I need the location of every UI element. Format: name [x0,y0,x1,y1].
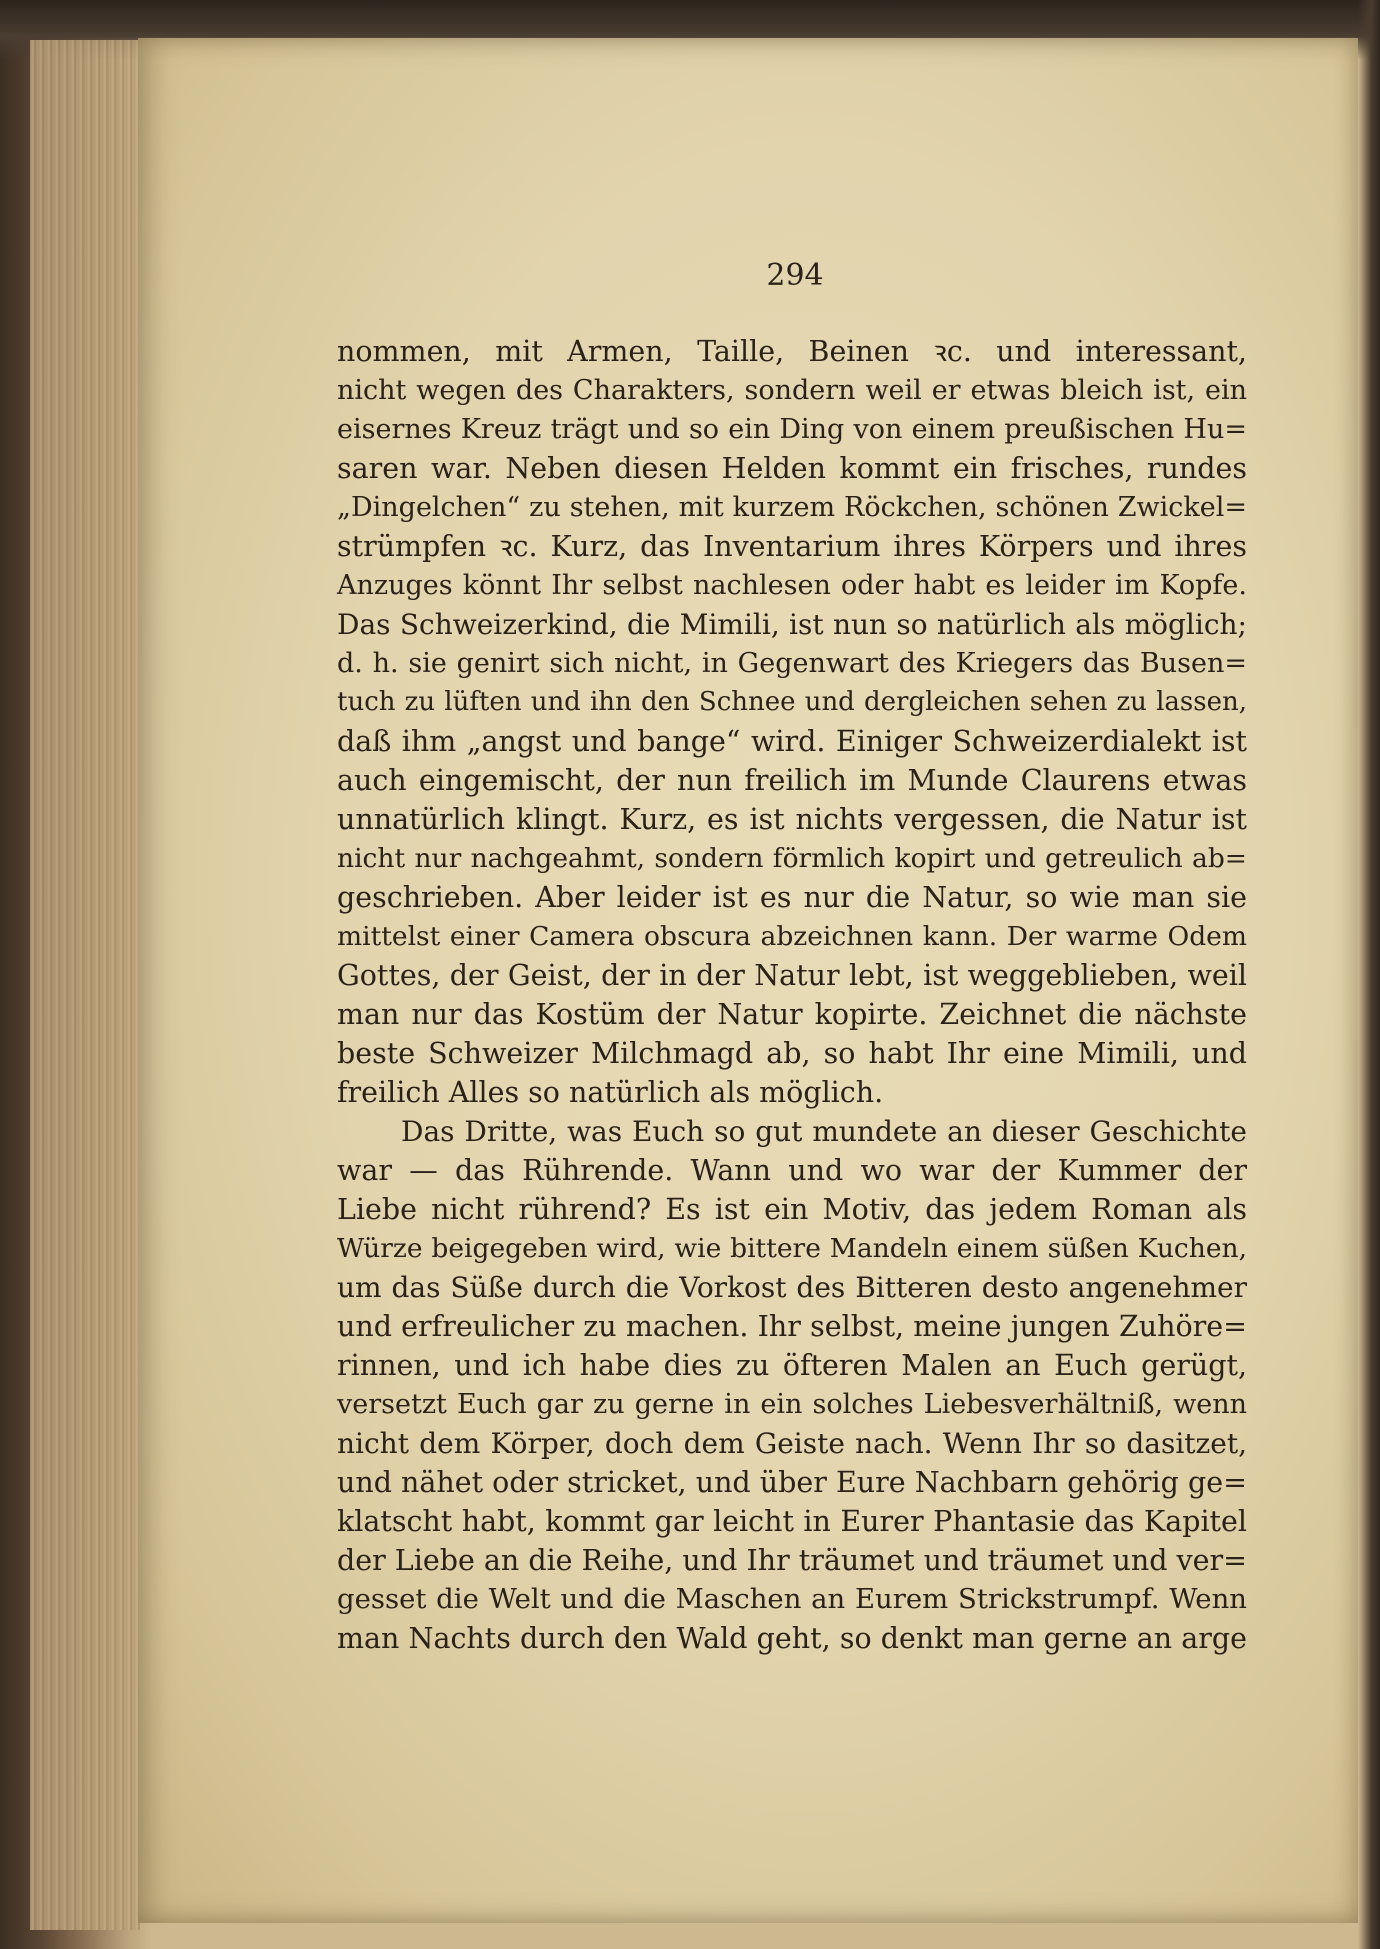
body-text [337,332,1247,1658]
text-line: mittelst einer Camera obscura abzeichnen kann. Der warme Odem [337,921,1247,952]
text-line: versetzt Euch gar zu gerne in ein solches Liebesverhältniß, wenn [337,1389,1247,1420]
text-line: eisernes Kreuz trägt und so ein Ding von einem preußischen Hu= [337,414,1247,445]
text-line: nommen, mit Armen, Taille, Beinen ꝛc. und interessant, [337,335,1247,368]
text-line: Liebe nicht rührend? Es ist ein Motiv, das jedem Roman als [337,1193,1247,1226]
text-line: Das Dritte, was Euch so gut mundete an dieser Geschichte [401,1115,1247,1148]
text-line: nicht dem Körper, doch dem Geiste nach. Wenn Ihr so dasitzet, [337,1427,1247,1460]
text-line: gesset die Welt und die Maschen an Eurem Strickstrumpf. Wenn [337,1583,1247,1615]
page-number: 294 [766,258,824,293]
text-line: beste Schweizer Milchmagd ab, so habt Ihr eine Mimili, und [337,1037,1247,1070]
text-line: man nur das Kostüm der Natur kopirte. Zeichnet die nächste [337,998,1247,1031]
text-line: tuch zu lüften und ihn den Schnee und dergleichen sehen zu lassen, [337,687,1247,717]
text-line: geschrieben. Aber leider ist es nur die Natur, so wie man sie [337,881,1247,914]
text-line: nicht nur nachgeahmt, sondern förmlich kopirt und getreulich ab= [337,843,1247,874]
text-line: „Dingelchen“ zu stehen, mit kurzem Röckchen, schönen Zwickel= [337,492,1247,523]
text-line: d. h. sie genirt sich nicht, in Gegenwart des Kriegers das Busen= [337,648,1247,679]
text-line: man Nachts durch den Wald geht, so denkt man gerne an arge [337,1622,1247,1655]
text-line: um das Süße durch die Vorkost des Bitteren desto angenehmer [337,1271,1247,1304]
text-line: Das Schweizerkind, die Mimili, ist nun so natürlich als möglich; [337,608,1247,641]
text-line: auch eingemischt, der nun freilich im Munde Claurens etwas [337,764,1247,797]
text-line: und erfreulicher zu machen. Ihr selbst, meine jungen Zuhöre= [337,1310,1247,1343]
text-line: unnatürlich klingt. Kurz, es ist nichts vergessen, die Natur ist [337,803,1247,836]
text-line: Anzuges könnt Ihr selbst nachlesen oder habt es leider im Kopfe. [337,570,1247,601]
text-line: und nähet oder stricket, und über Eure Nachbarn gehörig ge= [337,1466,1247,1499]
page-stack-edge [30,40,140,1930]
text-line: rinnen, und ich habe dies zu öfteren Malen an Euch gerügt, [337,1349,1247,1382]
text-line: war — das Rührende. Wann und wo war der Kummer der [337,1154,1247,1187]
text-line: klatscht habt, kommt gar leicht in Eurer Phantasie das Kapitel [337,1505,1247,1538]
text-line: Gottes, der Geist, der in der Natur lebt, ist weggeblieben, weil [337,959,1247,992]
text-line: Würze beigegeben wird, wie bittere Mandeln einem süßen Kuchen, [337,1233,1247,1264]
text-line: freilich Alles so natürlich als möglich. [337,1076,884,1109]
text-line: daß ihm „angst und bange“ wird. Einiger Schweizerdialekt ist [337,725,1247,758]
text-line: der Liebe an die Reihe, und Ihr träumet und träumet und ver= [337,1544,1247,1577]
text-line: saren war. Neben diesen Helden kommt ein frisches, rundes [337,452,1247,485]
text-line: strümpfen ꝛc. Kurz, das Inventarium ihres Körpers und ihres [337,530,1247,563]
text-line: nicht wegen des Charakters, sondern weil er etwas bleich ist, ein [337,375,1247,406]
